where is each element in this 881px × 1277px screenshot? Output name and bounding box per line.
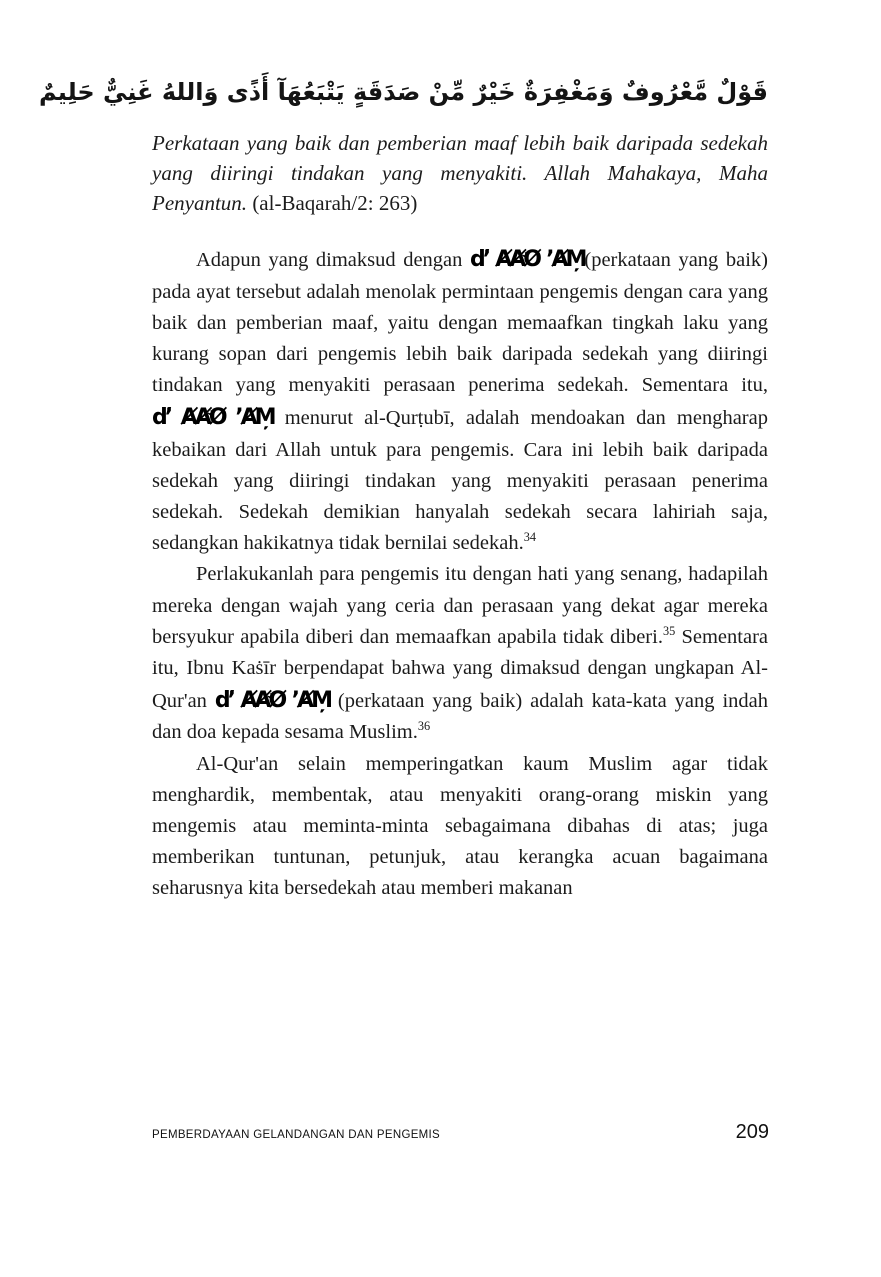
arabic-verse: قَوْلٌ مَّعْرُوفٌ وَمَغْفِرَةٌ خَيْرٌ مِّنْ صَدَقَةٍ يَتْبَعُهَآ أَذًى وَاللهُ غَنِيٌّ حَلِيمٌ — [38, 78, 768, 106]
footnote-ref-36: 36 — [417, 719, 431, 734]
garbled-arabic-phrase: ď’ ȺȺ̛Ø ’ȺM̦ — [214, 688, 330, 714]
running-title: PEMBERDAYAAN GELANDANGAN DAN PENGEMIS — [152, 1129, 441, 1141]
verse-reference: (al-Baqarah/2: 263) — [247, 191, 418, 216]
paragraph-2-text: Sementara itu, Ibnu Kaṡīr berpendapat bahwa yang dimaksud dengan ungkapan Al-Qur'an — [152, 625, 768, 713]
paragraph-3 — [152, 749, 768, 905]
paragraph-1-text: menurut al-Qurṭubī, adalah mendoakan dan mengharap kebaikan dari Allah untuk para pengemis. Cara ini lebih baik daripada sedekah yang diiringi tindakan yang menyakiti perasaan penerima sedekah. Sedekah demikian hanyalah sedekah secara lahiriah saja, sedangkan hakikatnya tidak bernilai sedekah. — [152, 407, 768, 555]
garbled-arabic-phrase: ď’ ȺȺ̛Ø ’ȺM̦ — [152, 405, 274, 431]
verse-translation-text: Perkataan yang baik dan pemberian maaf lebih baik daripada sedekah yang diiringi tindakan yang menyakiti. Allah Mahakaya, Maha Penyantun. — [152, 130, 768, 216]
page-number: 209 — [735, 1121, 769, 1143]
body-text — [152, 243, 768, 904]
paragraph-3-text: Al-Qur'an selain memperingatkan kaum Muslim agar tidak menghardik, membentak, atau menyakiti orang-orang miskin yang mengemis atau meminta-minta sebagaimana dibahas di atas; juga memberikan tuntunan, petunjuk, atau kerangka acuan bagaimana seharusnya kita bersedekah atau memberi makanan — [152, 752, 768, 900]
paragraph-2 — [152, 559, 768, 748]
footnote-ref-34: 34 — [523, 530, 537, 545]
paragraph-2-text: Perlakukanlah para pengemis itu dengan hati yang senang, hadapilah mereka dengan wajah yang ceria dan perasaan yang dekat agar mereka bersyukur apabila diberi dan memaafkan apabila tidak diberi. — [152, 563, 768, 648]
paragraph-1-text: Adapun yang dimaksud dengan — [196, 249, 470, 272]
paragraph-2-text: (perkataan yang baik) adalah kata-kata yang indah dan doa kepada sesama Muslim. — [152, 690, 768, 744]
garbled-arabic-phrase: ď’ ȺȺ̛Ø ’ȺM̦ — [470, 247, 585, 273]
page-content — [38, 0, 768, 904]
paragraph-1 — [152, 243, 768, 559]
paragraph-1-text: (perkataan yang baik) pada ayat tersebut adalah menolak permintaan pengemis dengan cara yang baik dan pemberian maaf, yaitu dengan memaafkan tingkah laku yang kurang sopan dari pengemis lebih baik daripada sedekah yang diiringi tindakan yang menyakiti perasaan penerima sedekah. Sementara itu, — [152, 249, 768, 397]
page-footer — [152, 1121, 769, 1144]
verse-translation — [152, 128, 768, 219]
footnote-ref-35: 35 — [662, 623, 676, 638]
